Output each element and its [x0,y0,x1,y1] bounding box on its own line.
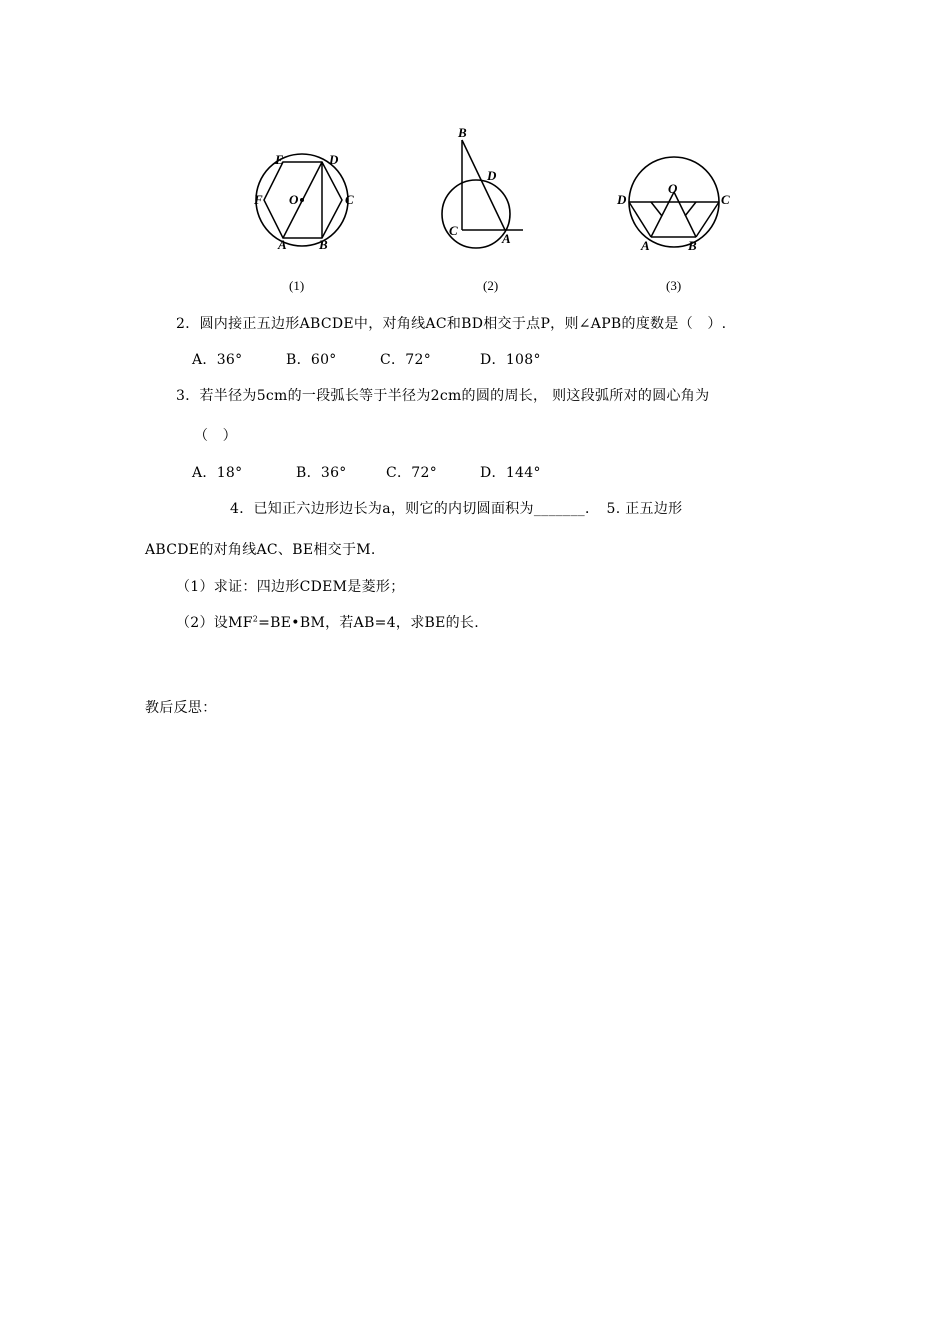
fig2-label-D: D [487,168,497,183]
fig1-label-O: O [289,192,299,207]
q5-part2-sup: 2 [252,614,259,624]
fig1-label-F: F [254,192,263,207]
q3-option-a: A．18° [192,465,243,481]
figure-1-caption: (1) [289,278,305,293]
q5-part2-pre: （2）设MF [176,615,253,631]
figure-2 [435,122,535,252]
figure-2-caption: (2) [483,278,499,293]
figure-3-caption: (3) [666,278,682,293]
fig3-label-O: O [668,181,678,196]
fig1-label-A: A [278,237,287,252]
question-3-text: 3．若半径为5cm的一段弧长等于半径为2cm的圆的周长， 则这段弧所对的圆心角为 [176,388,710,404]
q5-part2-post: =BE•BM，若AB=4，求BE的长. [258,615,479,631]
q3-option-c: C．72° [386,465,438,481]
q2-option-c: C．72° [380,352,432,368]
fig3-label-B: B [688,238,697,253]
q2-option-a: A．36° [192,352,243,368]
fig1-label-D: D [329,152,339,167]
fig2-label-A: A [502,231,511,246]
fig3-label-D: D [617,192,627,207]
teaching-reflection: 教后反思： [145,700,217,716]
question-5-text-cont: ABCDE的对角线AC、BE相交于M. [145,542,376,558]
fig2-label-C: C [449,223,458,238]
fig2-label-B: B [458,125,467,140]
fig3-label-A: A [641,238,650,253]
figure-3 [612,155,742,260]
fig1-label-C: C [345,192,354,207]
question-2-text: 2．圆内接正五边形ABCDE中，对角线AC和BD相交于点P，则∠APB的度数是（ ）. [176,316,727,332]
fig1-label-B: B [319,237,328,252]
q3-option-b: B．36° [296,465,347,481]
q3-option-d: D．144° [480,465,541,481]
question-4-5-text: 4．已知正六边形边长为a，则它的内切圆面积为_______． 5. 正五边形 [230,501,683,517]
question-5-part-1: （1）求证：四边形CDEM是菱形； [176,579,405,595]
question-5-part-2 [176,612,479,632]
question-3-paren: （ ） [194,428,237,444]
fig3-label-C: C [721,192,730,207]
fig1-label-E: E [275,152,284,167]
question-3-options [192,462,541,482]
q2-option-d: D．108° [480,352,541,368]
q2-option-b: B．60° [286,352,337,368]
figure-1 [245,148,375,258]
question-2-options [192,349,541,369]
